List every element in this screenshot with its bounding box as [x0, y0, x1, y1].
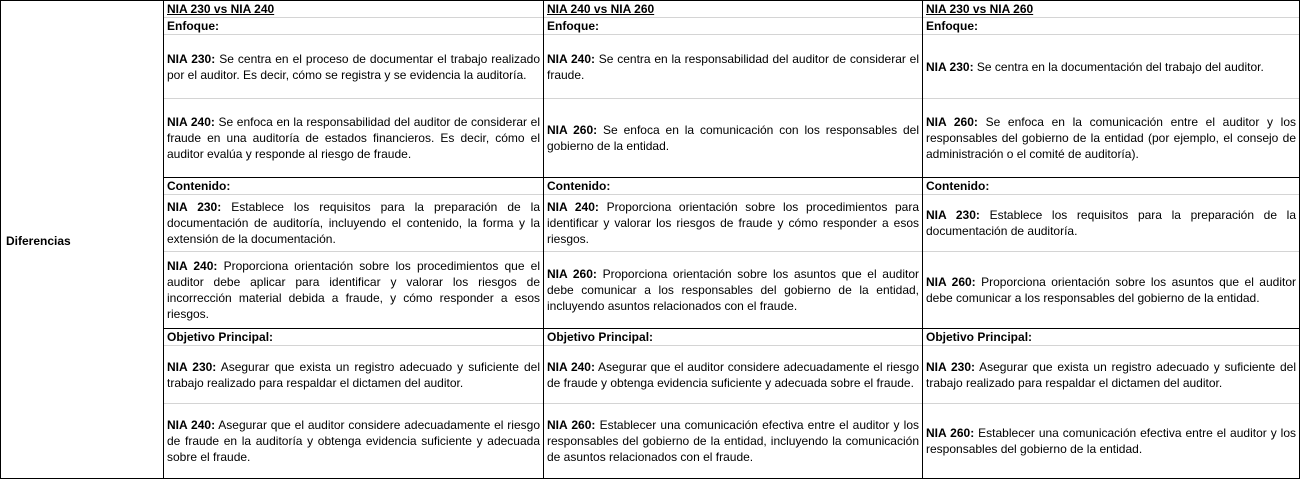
row-label: Diferencias	[6, 234, 71, 248]
item-cell[interactable]	[923, 194, 1299, 251]
column-title: NIA 230 vs NIA 260	[926, 2, 1034, 16]
item-text: NIA 260: Establecer una comunicación efectiva entre el auditor y los responsables del gobierno de la entidad.	[926, 426, 1296, 456]
item-text: NIA 240: Asegurar que el auditor considere adecuadamente el riesgo de fraude en la auditoría y obtenga evidencia suficiente y adecuada sobre el fraude.	[167, 418, 540, 464]
item-code: NIA 230:	[167, 51, 216, 66]
item-cell[interactable]	[164, 194, 543, 251]
item-text: NIA 240: Se centra en la responsabilidad del auditor de considerar el fraude.	[547, 51, 919, 82]
item-code: NIA 230:	[167, 359, 217, 374]
item-text: NIA 230: Asegurar que exista un registro adecuado y suficiente del trabajo realizado para respaldar el dictamen del auditor.	[167, 359, 540, 390]
item-cell[interactable]	[164, 34, 543, 98]
section-heading: Objetivo Principal:	[167, 330, 274, 344]
section-heading: Contenido:	[547, 179, 611, 193]
item-text: NIA 260: Se enfoca en la comunicación con los responsables del gobierno de la entidad.	[547, 123, 919, 153]
item-cell[interactable]	[164, 98, 543, 177]
column-title: NIA 230 vs NIA 240	[167, 2, 275, 16]
item-text: NIA 240: Se enfoca en la responsabilidad del auditor de considerar el fraude en una auditoría de estados financieros. Es decir, cómo el auditor evalúa y responde al riesgo de fraude.	[167, 115, 540, 161]
section-heading-cell[interactable]	[544, 177, 922, 194]
item-code: NIA 240:	[167, 115, 215, 129]
item-code: NIA 240:	[547, 51, 596, 66]
item-cell[interactable]	[164, 345, 543, 403]
column-nia230-vs-nia260	[923, 0, 1300, 479]
section-heading-cell[interactable]	[923, 177, 1299, 194]
item-code: NIA 260:	[926, 426, 975, 440]
item-code: NIA 230:	[167, 200, 222, 214]
item-text: NIA 260: Establecer una comunicación efectiva entre el auditor y los responsables del gobierno de la entidad, incluyendo la comunicación de asuntos relacionados con el fraude.	[547, 418, 920, 464]
item-cell[interactable]	[923, 98, 1299, 177]
section-heading-cell[interactable]	[923, 17, 1299, 34]
item-code: NIA 240:	[547, 200, 599, 214]
column-title-cell[interactable]	[923, 1, 1299, 17]
section-heading-cell[interactable]	[923, 328, 1299, 345]
item-cell[interactable]	[544, 345, 922, 403]
item-code: NIA 230:	[926, 208, 980, 222]
item-code: NIA 260:	[547, 267, 597, 281]
item-cell[interactable]	[544, 34, 922, 98]
column-title-cell[interactable]	[164, 1, 543, 17]
column-nia240-vs-nia260	[544, 0, 923, 479]
item-cell[interactable]	[544, 194, 922, 251]
item-text: NIA 260: Proporciona orientación sobre los asuntos que el auditor debe comunicar a los responsables del gobierno de la entidad, incluyendo asuntos relacionados con el fraude.	[547, 267, 919, 313]
item-code: NIA 260:	[547, 418, 596, 432]
section-heading: Enfoque:	[926, 19, 978, 33]
section-heading-cell[interactable]	[164, 17, 543, 34]
item-cell[interactable]	[923, 251, 1299, 328]
item-text: NIA 260: Se enfoca en la comunicación entre el auditor y los responsables del gobierno de la entidad (por ejemplo, el consejo de administración o el comité de auditoría).	[926, 115, 1296, 161]
section-heading: Enfoque:	[547, 19, 599, 33]
section-heading-cell[interactable]	[544, 328, 922, 345]
item-text: NIA 230: Establece los requisitos para la preparación de la documentación de auditoría.	[926, 208, 1297, 238]
item-cell[interactable]	[164, 251, 543, 328]
item-text: NIA 230: Asegurar que exista un registro adecuado y suficiente del trabajo realizado para respaldar el dictamen del auditor.	[926, 359, 1296, 390]
column-nia230-vs-nia240	[164, 0, 544, 479]
item-text: NIA 240: Proporciona orientación sobre los procedimientos para identificar y valorar los riesgos de fraude y cómo responder a esos riesgos.	[547, 200, 919, 246]
item-cell[interactable]	[544, 98, 922, 177]
column-title: NIA 240 vs NIA 260	[547, 2, 655, 16]
item-text: NIA 230: Establece los requisitos para la preparación de la documentación de auditoría, incluyendo el contenido, la forma y la extensión de la documentación.	[167, 200, 540, 246]
item-code: NIA 240:	[167, 418, 216, 432]
item-code: NIA 260:	[547, 123, 598, 137]
item-code: NIA 260:	[926, 115, 978, 129]
item-code: NIA 240:	[547, 359, 595, 374]
item-code: NIA 260:	[926, 275, 976, 289]
item-text: NIA 240: Proporciona orientación sobre los procedimientos que el auditor debe aplicar para identificar y valorar los riesgos de incorrección material debida a fraude, y cómo responder a esos riesgos.	[167, 259, 540, 321]
item-text: NIA 260: Proporciona orientación sobre los asuntos que el auditor debe comunicar a los responsables del gobierno de la entidad.	[926, 275, 1296, 305]
row-label-cell[interactable]	[0, 0, 164, 479]
item-code: NIA 230:	[926, 359, 975, 374]
item-cell[interactable]	[544, 403, 922, 478]
item-text: NIA 240: Asegurar que el auditor considere adecuadamente el riesgo de fraude y obtenga evidencia suficiente y adecuada sobre el fraude.	[547, 359, 919, 390]
item-cell[interactable]	[164, 403, 543, 478]
item-cell[interactable]	[923, 34, 1299, 98]
item-cell[interactable]	[544, 251, 922, 328]
section-heading: Objetivo Principal:	[926, 330, 1033, 344]
item-cell[interactable]	[923, 403, 1299, 478]
section-heading: Contenido:	[926, 179, 990, 193]
item-text: NIA 230: Se centra en la documentación del trabajo del auditor.	[926, 59, 1264, 74]
section-heading: Objetivo Principal:	[547, 330, 654, 344]
column-title-cell[interactable]	[544, 1, 922, 17]
section-heading-cell[interactable]	[164, 328, 543, 345]
section-heading-cell[interactable]	[164, 177, 543, 194]
section-heading: Enfoque:	[167, 19, 219, 33]
item-code: NIA 240:	[167, 259, 218, 273]
item-cell[interactable]	[923, 345, 1299, 403]
section-heading-cell[interactable]	[544, 17, 922, 34]
item-code: NIA 230:	[926, 59, 974, 74]
item-text: NIA 230: Se centra en el proceso de documentar el trabajo realizado por el auditor. Es decir, cómo se registra y se evidencia la auditoría.	[167, 51, 540, 82]
section-heading: Contenido:	[167, 179, 231, 193]
